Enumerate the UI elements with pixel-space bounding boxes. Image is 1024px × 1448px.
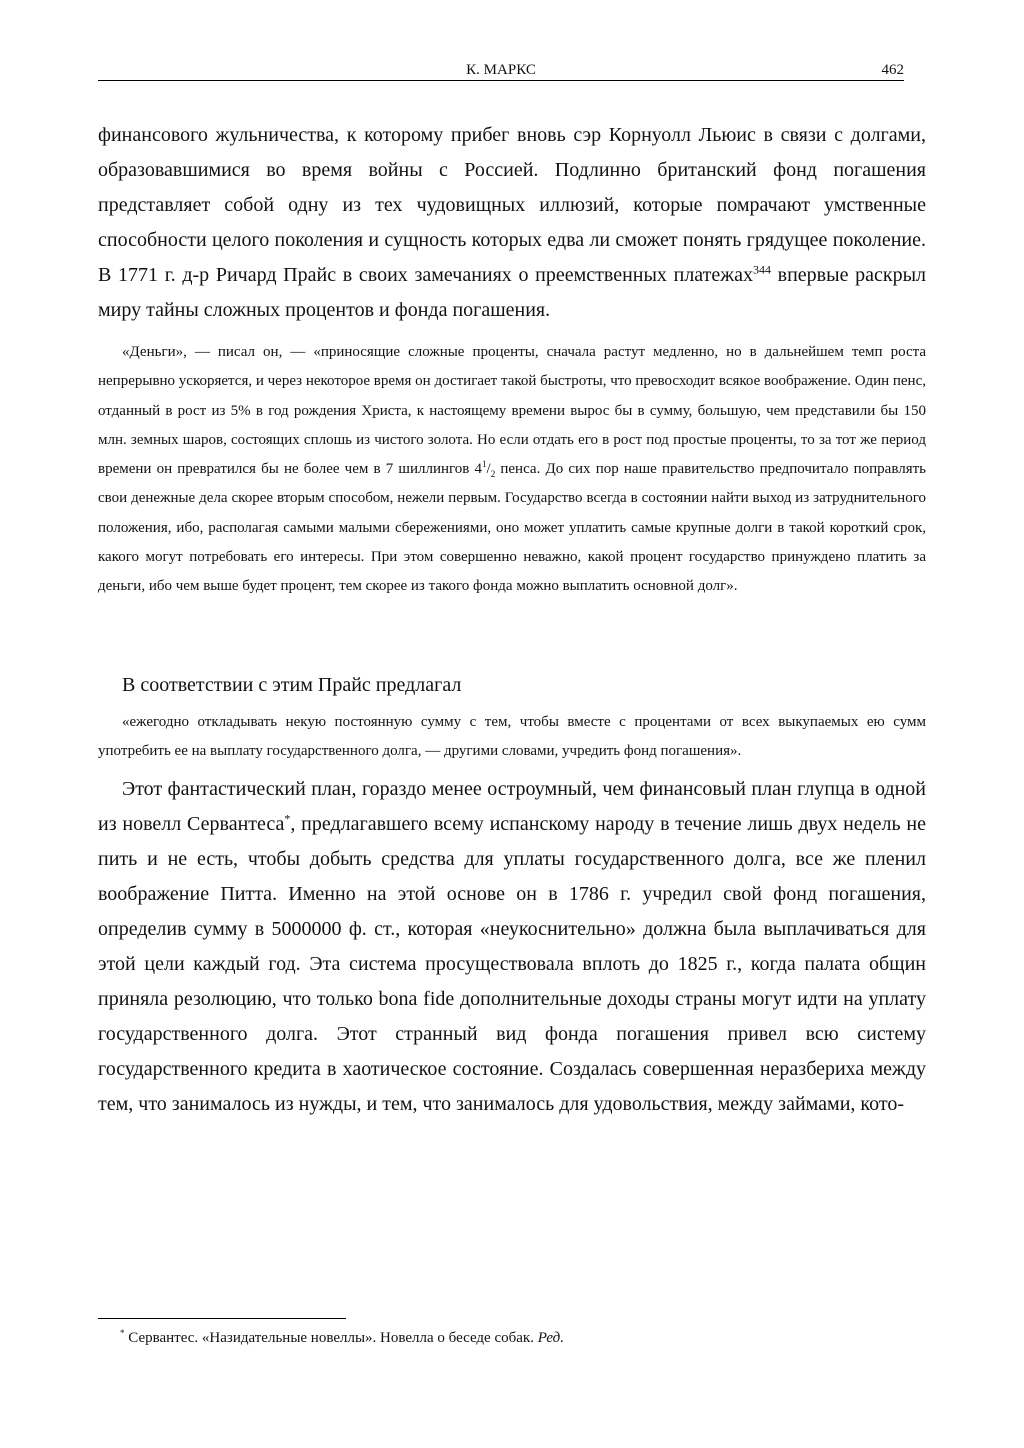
paragraph-3	[98, 772, 926, 1122]
paragraph-1-text-a: финансового жульничества, к которому прибег вновь сэр Корнуолл Льюис в связи с долгами, образовавшимися во время войны с Россией. Подлинно британский фонд погашения представляет собой одну из тех чудовищных иллюзий, которые помрачают умственные способности целого поколения и сущность которых едва ли сможет понять грядущее поколение. В 1771 г. д-р Ричард Прайс в своих замечаниях о преемственных платежах	[98, 124, 926, 286]
page-number: 462	[881, 62, 904, 78]
paragraph-2	[98, 668, 926, 703]
header-author: К. МАРКС	[466, 62, 536, 78]
fraction-four-and-a-half: $4^1/_2$	[474, 459, 496, 480]
paragraph-1-text-b: впервые раскрыл миру тайны сложных процентов и фонда погашения.	[98, 264, 927, 321]
footnote	[120, 1330, 564, 1347]
footnote-editor-note: Ред.	[537, 1330, 564, 1346]
footnote-separator	[98, 1318, 346, 1319]
paragraph-2-text: В соответствии с этим Прайс предлагал	[122, 674, 462, 696]
footnote-marker[interactable]: *	[284, 811, 291, 826]
block-quote-2-text: «ежегодно откладывать некую постоянную сумму с тем, чтобы вместе с процентами от всех выкупаемых ею сумм употребить ее на выплату государственного долга, — другими словами, учредить фонд погашения».	[98, 714, 926, 760]
paragraph-3-text-a: Этот фантастический план, гораздо менее остроумный, чем финансовый план глупца в одной из новелл Сервантеса	[98, 778, 926, 835]
paragraph-3-text-b: , предлагавшего всему испанскому народу в течение лишь двух недель не пить и не есть, чтобы добыть средства для уплаты государственного долга, все же пленил воображение Питта. Именно на этой основе он в 1786 г. учредил свой фонд погашения, определив сумму в 5000000 ф. ст., которая «неукоснительно» должна была выплачиваться для этой цели каждый год. Эта система просуществовала вплоть до 1825 г., когда палата общин приняла резолюцию, что только bona fide дополнительные доходы страны могут идти на уплату государственного долга. Этот странный вид фонда погашения привел всю систему государственного кредита в хаотическое состояние. Создалась совершенная неразбериха между тем, что занималось из нужды, и тем, что занималось для удовольствия, между займами, кото-	[98, 813, 926, 1115]
footnote-text: Сервантес. «Назидательные новеллы». Новелла о беседе собак.	[124, 1330, 538, 1346]
block-quote-1	[98, 338, 926, 602]
paragraph-1	[98, 118, 926, 328]
footnote-mark: *	[120, 1328, 125, 1338]
reference-344[interactable]: 344	[752, 262, 771, 277]
block-quote-1-text-b: пенса. До сих пор наше правительство предпочитало поправлять свои денежные дела скорее вторым способом, нежели первым. Государство всегда в состоянии найти выход из затруднительного положения, ибо, располагая самыми малыми сбережениями, оно может уплатить самые крупные долги в такой короткий срок, какого могут потребовать его интересы. При этом совершенно неважно, какой процент государство принуждено платить за деньги, ибо чем выше будет процент, тем скорее из такого фонда можно выплатить основной долг».	[98, 461, 926, 595]
running-header	[98, 60, 904, 81]
block-quote-1-text-a: «Деньги», — писал он, — «приносящие сложные проценты, сначала растут медленно, но в дальнейшем темп роста непрерывно ускоряется, и через некоторое время он достигает такой быстроты, что превосходит всякое воображение. Один пенс, отданный в рост из 5% в год рождения Христа, к настоящему времени вырос бы в сумму, большую, чем представили бы 150 млн. земных шаров, состоящих сплошь из чистого золота. Но если отдать его в рост под простые проценты, то за тот же период времени он превратился бы не более чем в 7 шиллингов	[98, 344, 926, 478]
block-quote-2	[98, 708, 926, 767]
